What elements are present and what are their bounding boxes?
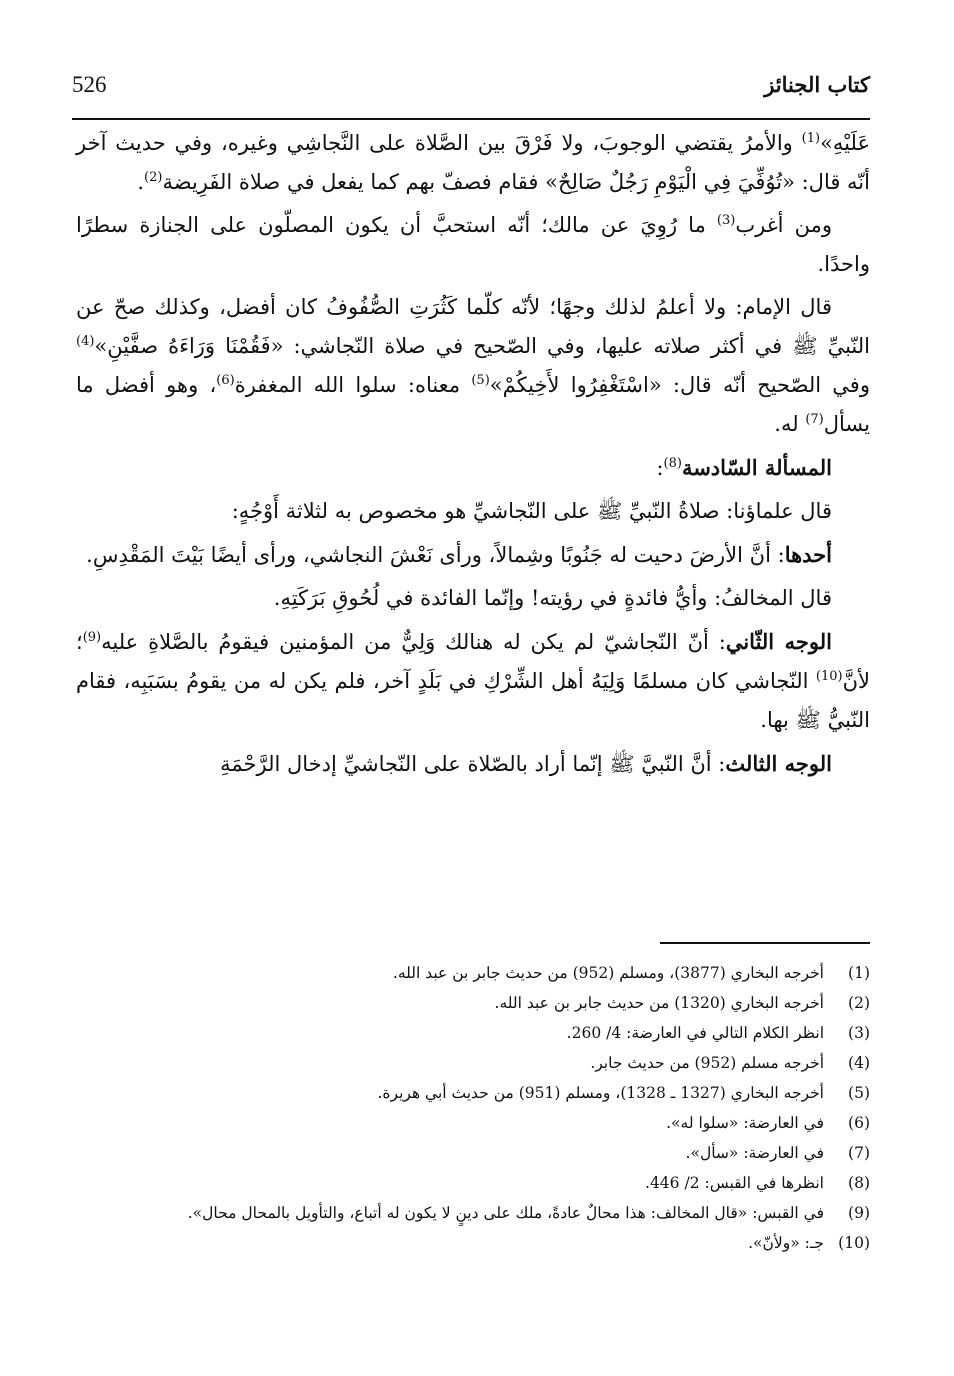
footnote-marker: (8): [663, 456, 682, 471]
footnote-text: في العارضة: «سلوا له».: [666, 1114, 824, 1132]
paragraph: [76, 448, 870, 488]
footnote: [76, 1078, 870, 1108]
paragraph: [76, 492, 870, 531]
footnote-text: أخرجه البخاري (1320) من حديث جابر بن عبد الله.: [494, 994, 824, 1012]
footnote-text: انظر الكلام التالي في العارضة: 4/ 260.: [566, 1024, 824, 1042]
footnote: [76, 1228, 870, 1258]
footnote-separator: [660, 942, 870, 944]
paragraph: [76, 535, 870, 575]
footnote-text: أخرجه البخاري (3877)، ومسلم (952) من حديث جابر بن عبد الله.: [392, 964, 824, 982]
heading-phrase: الوجه الثّاني: [725, 629, 832, 654]
footnote-marker: (9): [82, 630, 102, 645]
footnote-number: (10): [838, 1234, 870, 1252]
footnote-number: (9): [848, 1204, 870, 1222]
footnote: [76, 1108, 870, 1138]
footnote-marker: (3): [716, 213, 736, 228]
footnote-text: أخرجه البخاري (1327 ـ 1328)، ومسلم (951) من حديث أبي هريرة.: [377, 1084, 824, 1102]
footnotes: [76, 958, 870, 1258]
text-run: له.: [774, 412, 806, 436]
heading-phrase: أحدها: [784, 542, 832, 567]
text-run: ما رُوِيَ عن مالك؛ أنّه استحبَّ أن يكون المصلّون على الجنازة سطرًا واحدًا.: [76, 213, 870, 276]
footnote-marker: (7): [805, 412, 824, 427]
footnote: [76, 1138, 870, 1168]
text-run: وفي الصّحيح أنّه قال: «اسْتَغْفِرُوا لأَخِيكُمْ»: [489, 373, 870, 397]
text-run: قال الإمام: ولا أعلمُ لذلك وجهًا؛ لأنّه كلّما كَثُرَتِ الصُّفُوفُ كان أفضل، وكذلك صحّ عن النّبيِّ ﷺ في أكثر صلاته عليها، وفي الصّحيح في صلاة النّجاشي: «فَقُمْنَا وَرَاءَهُ صفَّيْنِ»: [76, 295, 870, 358]
text-run: : أنَّ النّبيَّ ﷺ إنّما أراد بالصّلاة على النّجاشيِّ إدخال الرَّحْمَةِ: [220, 752, 726, 776]
footnote: [76, 988, 870, 1018]
paragraph: [76, 579, 870, 618]
footnote: [76, 1018, 870, 1048]
header-rule: [72, 118, 870, 120]
paragraph: [76, 124, 870, 202]
footnote-text: أخرجه مسلم (952) من حديث جابر.: [590, 1054, 824, 1072]
footnote-number: (8): [848, 1174, 870, 1192]
page-number: 526: [72, 72, 107, 97]
footnote: [76, 1048, 870, 1078]
paragraph: [76, 206, 870, 284]
footnote-marker: (10): [815, 669, 843, 684]
footnote-text: جـ: «ولأنّ».: [748, 1234, 824, 1252]
running-title: كتاب الجنائز: [764, 72, 870, 97]
heading-phrase: الوجه الثالث: [725, 751, 832, 776]
text-run: .: [137, 170, 145, 194]
footnote-marker: (1): [801, 131, 821, 146]
footnote: [76, 958, 870, 988]
paragraph: [76, 622, 870, 740]
footnote-number: (1): [848, 964, 870, 982]
footnote-marker: (4): [76, 334, 95, 349]
text-run: معناه: سلوا الله المغفرة: [234, 373, 472, 397]
paragraph: [76, 744, 870, 784]
footnote-number: (2): [848, 994, 870, 1012]
text-run: ومن أغرب: [735, 213, 832, 237]
footnote-marker: (2): [144, 170, 163, 185]
text-run: عَلَيْهِ»: [820, 131, 870, 155]
footnote-text: في العارضة: «سأل».: [685, 1144, 824, 1162]
footnote-text: انظرها في القبس: 2/ 446.: [645, 1174, 824, 1192]
paragraph: [76, 288, 870, 444]
footnote-marker: (6): [216, 373, 235, 388]
text-run: : أنَّ الأرضَ دحيت له جَنُوبًا وشِمالاً، ورأى نَعْشَ النجاشي، ورأى أيضًا بَيْتَ المَقْدِسِ.: [86, 543, 785, 567]
footnote-text: في القبس: «قال المخالف: هذا محالٌ عادةً، ملك على دينٍ لا يكون له أتباع، والتأويل بالمحال محال».: [187, 1204, 824, 1222]
page-header: [72, 66, 870, 122]
footnote-number: (5): [848, 1084, 870, 1102]
footnote: [76, 1168, 870, 1198]
text-run: ، وهو أفضل ما يسأل: [76, 373, 870, 436]
footnote-marker: (5): [471, 373, 490, 388]
text-run: قال علماؤنا: صلاةُ النّبيِّ ﷺ على النّجاشيِّ هو مخصوص به لثلاثة أَوْجُهٍ:: [231, 499, 832, 523]
text-run: : أنّ النّجاشيّ لم يكن له هنالك وَلِيٌّ من المؤمنين فيقومُ بالصَّلاةِ عليه: [101, 630, 726, 654]
footnote-number: (4): [848, 1054, 870, 1072]
text-run: :: [656, 456, 664, 480]
footnote-number: (3): [848, 1024, 870, 1042]
footnote-number: (6): [848, 1114, 870, 1132]
footnote-number: (7): [848, 1144, 870, 1162]
text-run: قال المخالفُ: وأيُّ فائدةٍ في رؤيته! وإنّما الفائدة في لُحُوقِ بَرَكَتِهِ.: [273, 586, 832, 610]
main-text: [76, 124, 870, 788]
text-run: النّجاشي كان مسلمًا وَلِيَهُ أهل الشِّرْكِ في بَلَدٍ آخر، فلم يكن له من يقومُ بسَبَبِه، فقام النّبيُّ ﷺ بها.: [76, 669, 870, 732]
text-run: ؛ لأنَّ: [76, 630, 870, 693]
heading-phrase: المسألة السّادسة: [681, 455, 832, 480]
footnote: [76, 1198, 870, 1228]
text-run: والأمرُ يقتضي الوجوبَ، ولا فَرْقَ بين الصَّلاة على النَّجاشِي وغيره، وفي حديث آخر أنّه قال: «تُوُفِّيَ فِي الْيَوْمِ رَجُلٌ صَالِحٌ» فقام فصفّ بهم كما يفعل في صلاة الفَرِيضة: [76, 131, 870, 194]
